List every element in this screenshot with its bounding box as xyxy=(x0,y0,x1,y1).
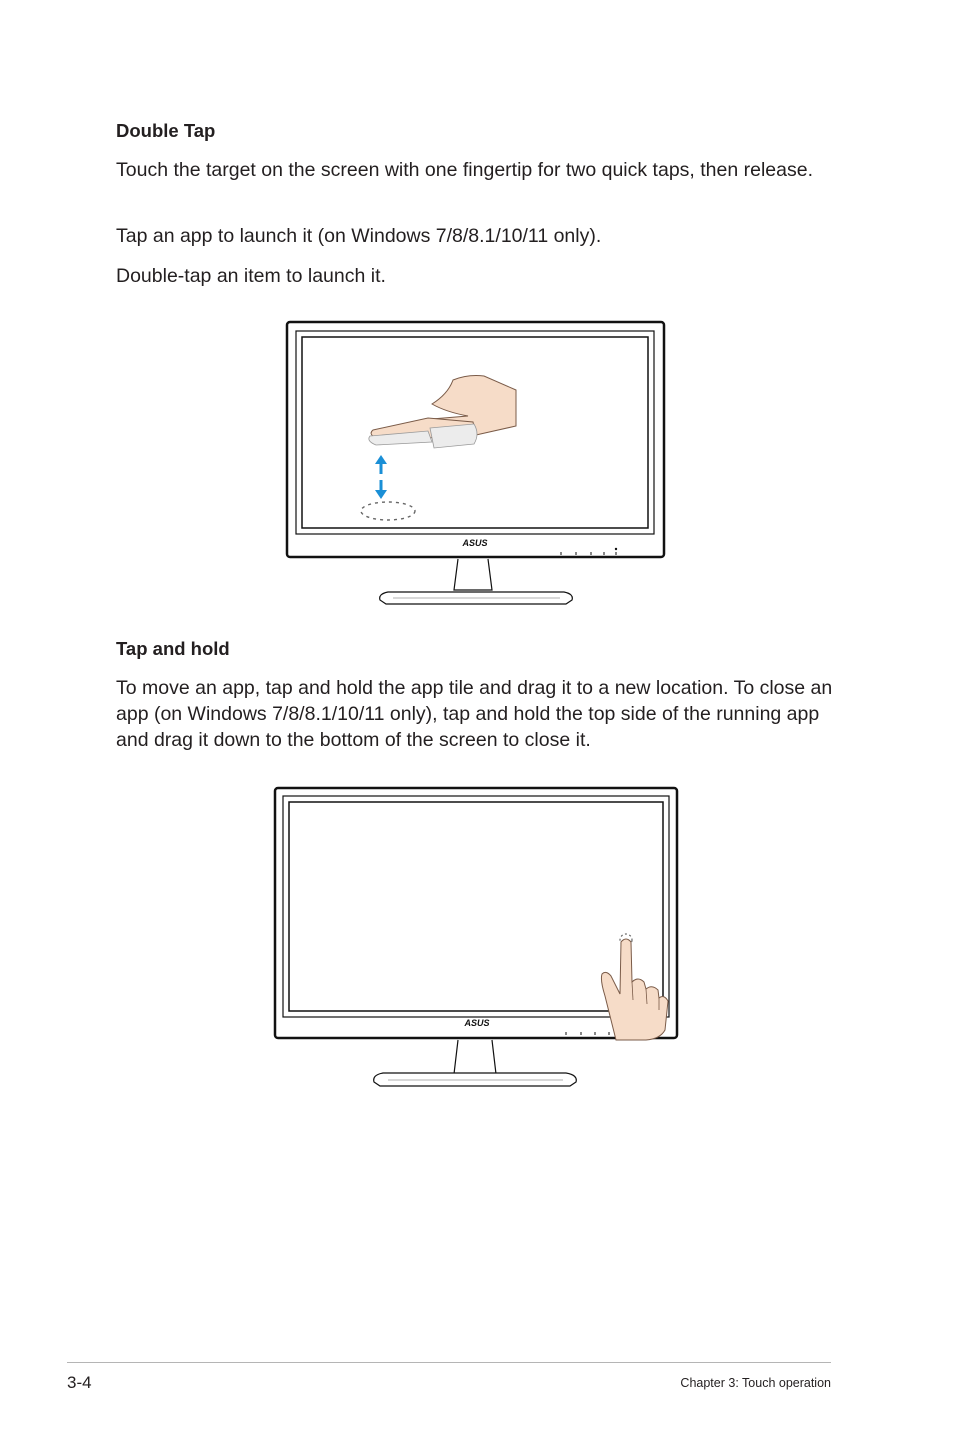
double-tap-heading: Double Tap xyxy=(116,120,216,141)
tap-and-hold-heading: Tap and hold xyxy=(116,638,230,659)
tap-and-hold-monitor-illustration xyxy=(268,784,688,1096)
double-tap-app-note: Tap an app to launch it (on Windows 7/8/8.1/10/11 only). xyxy=(116,225,602,247)
double-tap-monitor-illustration xyxy=(278,318,672,608)
footer-divider xyxy=(67,1362,831,1363)
chapter-title: Chapter 3: Touch operation xyxy=(680,1376,831,1390)
page-number: 3-4 xyxy=(67,1373,92,1392)
double-tap-item-note: Double-tap an item to launch it. xyxy=(116,265,386,287)
asus-logo: ASUS xyxy=(464,1018,490,1028)
asus-logo: ASUS xyxy=(462,538,488,548)
double-tap-instruction: Touch the target on the screen with one fingertip for two quick taps, then release. xyxy=(116,159,813,181)
tap-and-hold-instruction: To move an app, tap and hold the app tile and drag it to a new location. To close an app (on Windows 7/8/8.1/10/11 only), tap and hold the top side of the running app and drag it down to the bottom of the screen to close it. xyxy=(116,677,833,751)
